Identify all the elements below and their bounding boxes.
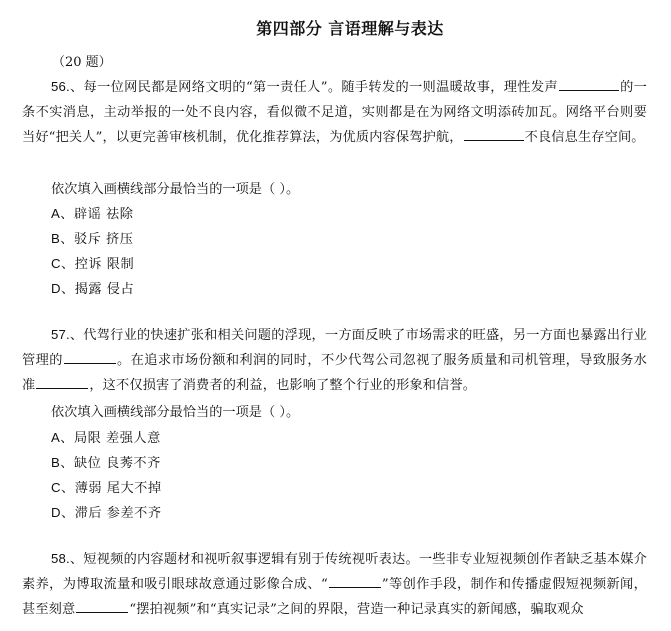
option-text: 、辟谣 祛除	[60, 207, 134, 222]
option-text: 、控诉 限制	[61, 257, 135, 272]
option-c[interactable]	[51, 253, 134, 272]
option-text: 、滞后 参差不齐	[61, 506, 162, 521]
option-d[interactable]	[51, 502, 162, 521]
option-b[interactable]	[51, 228, 133, 247]
option-a[interactable]	[51, 427, 161, 446]
question-57-stem	[22, 322, 647, 398]
option-letter: B	[51, 231, 61, 246]
option-letter: D	[51, 505, 62, 520]
answer-blank	[464, 125, 524, 141]
answer-blank	[329, 572, 381, 588]
option-text: 、揭露 侵占	[61, 282, 135, 297]
stem-text: 、短视频的内容题材和视听叙事逻辑有别于传统视听表达。一些非专业短视频创作者缺乏基本媒介素养，为博取流量和吸引眼球故意通过影像合成、“	[22, 552, 647, 592]
question-count: （20 题）	[52, 55, 112, 70]
question-56-stem	[22, 74, 647, 150]
option-b[interactable]	[51, 452, 161, 471]
answer-blank	[64, 348, 116, 364]
question-prompt: 依次填入画横线部分最恰当的一项是（ ）。	[51, 182, 300, 197]
stem-text: ”等创作手段，制作和传播虚假短视频新闻，甚至刻意	[22, 577, 647, 617]
question-number: 56.	[51, 79, 70, 94]
answer-blank	[76, 597, 128, 613]
stem-text: 、每一位网民都是网络文明的“第一责任人”。随手转发的一则温暖故事，理性发声	[69, 80, 558, 95]
option-letter: C	[51, 480, 62, 495]
answer-blank	[559, 75, 619, 91]
option-a[interactable]	[51, 203, 133, 222]
section-title: 第四部分 言语理解与表达	[256, 19, 444, 38]
stem-text: 不良信息生存空间。	[524, 130, 645, 145]
option-text: 、驳斥 挤压	[60, 232, 134, 247]
option-letter: A	[51, 206, 61, 221]
stem-text: 、代驾行业的快速扩张和相关问题的浮现，一方面反映了市场需求的旺盛，另一方面也暴露出行业管理的	[22, 328, 647, 368]
question-58-stem	[22, 546, 647, 622]
question-number: 57.	[51, 327, 70, 342]
option-text: 、局限 差强人意	[60, 431, 161, 446]
stem-text: 。在追求市场份额和利润的同时，不少代驾公司忽视了服务质量和司机管理，导致服务水准	[22, 353, 647, 393]
option-d[interactable]	[51, 278, 134, 297]
stem-text: ，这不仅损害了消费者的利益，也影响了整个行业的形象和信誉。	[89, 378, 477, 393]
option-letter: D	[51, 281, 62, 296]
stem-text: “摆拍视频”和“真实记录”之间的界限，营造一种记录真实的新闻感，骗取观众	[129, 602, 584, 617]
option-letter: B	[51, 455, 61, 470]
question-prompt: 依次填入画横线部分最恰当的一项是（ ）。	[51, 405, 300, 420]
stem-text: 的一条不实消息，主动举报的一处不良内容，看似微不足道，实则都是在为网络文明添砖加瓦。网络平台则要当好“把关人”，以更完善审核机制，优化推荐算法，为优质内容保驾护航，	[22, 80, 647, 145]
option-letter: A	[51, 430, 61, 445]
option-text: 、缺位 良莠不齐	[60, 456, 161, 471]
question-number: 58.	[51, 551, 70, 566]
answer-blank	[36, 373, 88, 389]
option-text: 、薄弱 尾大不掉	[61, 481, 162, 496]
option-c[interactable]	[51, 477, 162, 496]
option-letter: C	[51, 256, 62, 271]
